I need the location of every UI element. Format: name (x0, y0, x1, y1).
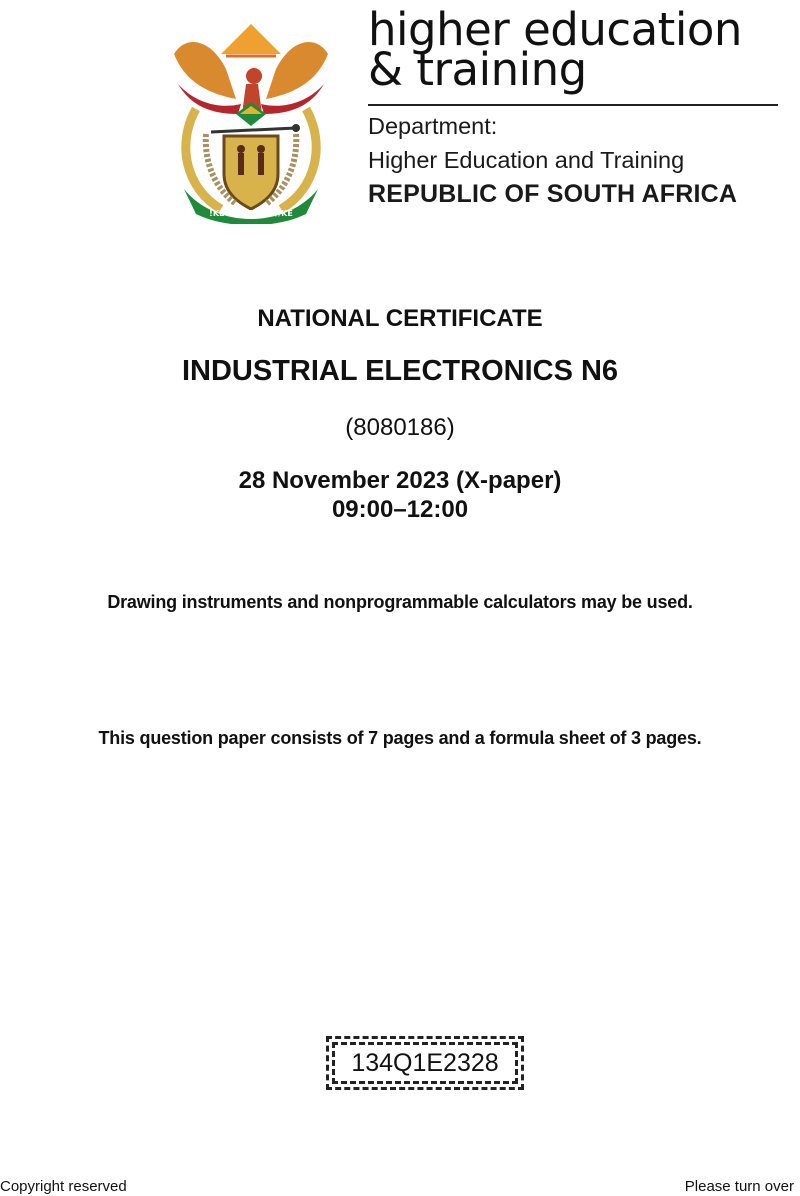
department-label: Department: (368, 113, 498, 139)
crest-motto: !KE E: /XARRA //KE (209, 209, 293, 218)
footer-turn-over: Please turn over (684, 1178, 794, 1195)
instructions-text: Drawing instruments and nonprogrammable calculators may be used. (107, 592, 693, 612)
exam-date: 28 November 2023 (X-paper) (238, 467, 562, 494)
paper-id-box (326, 1036, 524, 1090)
subject-title: INDUSTRIAL ELECTRONICS N6 (181, 355, 619, 387)
department-name: Higher Education and Training (368, 147, 685, 173)
coat-of-arms-icon (166, 14, 336, 224)
exam-time: 09:00–12:00 (331, 496, 469, 523)
country-name: REPUBLIC OF SOUTH AFRICA (368, 180, 738, 208)
paper-id: 134Q1E2328 (332, 1042, 518, 1084)
certificate-title: NATIONAL CERTIFICATE (257, 305, 543, 332)
department-branding (368, 3, 788, 208)
exam-date-time (0, 466, 800, 524)
footer-copyright: Copyright reserved (0, 1178, 127, 1195)
page-count-text: This question paper consists of 7 pages and a formula sheet of 3 pages. (98, 728, 702, 748)
brand-line-2: & training (368, 43, 587, 96)
brand-title (368, 3, 788, 96)
brand-line-1: higher education (368, 3, 742, 56)
brand-divider (368, 104, 778, 106)
subject-code: (8080186) (345, 414, 455, 441)
